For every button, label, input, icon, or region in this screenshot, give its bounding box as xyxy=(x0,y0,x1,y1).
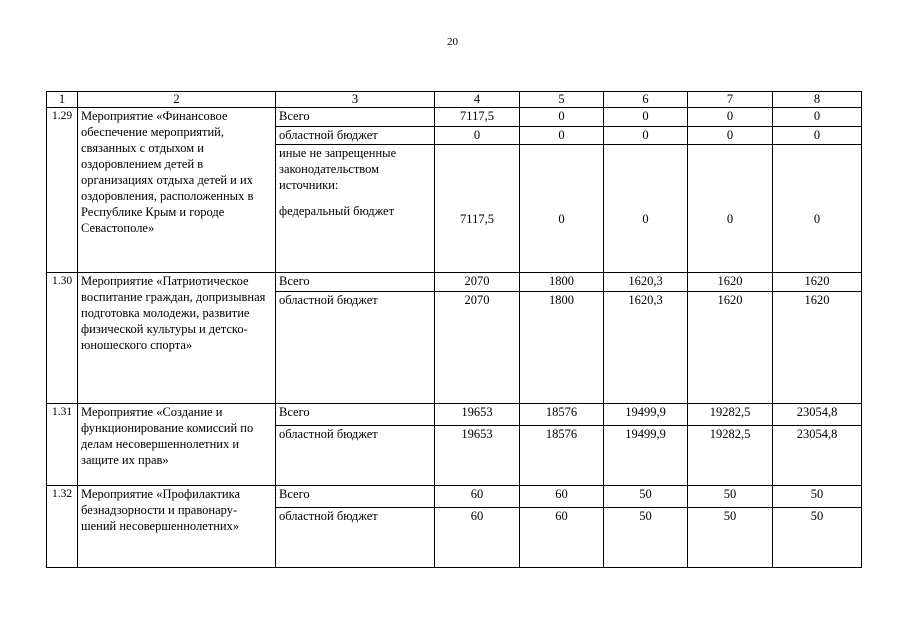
value-cell: 23054,8 xyxy=(773,404,862,426)
value-cell: 7117,5 xyxy=(435,108,520,127)
value-cell: 1800 xyxy=(520,273,604,292)
item-name: Мероприятие «Создание и функционирование комиссий по делам несовершеннолетних и защите их прав» xyxy=(78,404,276,486)
value-cell: 18576 xyxy=(520,426,604,486)
funding-source: областной бюджет xyxy=(276,508,435,568)
value-cell: 60 xyxy=(520,486,604,508)
funding-source: Всего xyxy=(276,108,435,127)
column-header: 5 xyxy=(520,92,604,108)
column-header: 2 xyxy=(78,92,276,108)
table-row xyxy=(47,486,862,508)
value-cell: 1620 xyxy=(773,273,862,292)
value-cell: 2070 xyxy=(435,292,520,404)
value-cell: 0 xyxy=(688,108,773,127)
value-cell: 0 xyxy=(520,108,604,127)
value-cell: 0 xyxy=(435,127,520,145)
value-cell: 0 xyxy=(773,127,862,145)
value-cell: 0 xyxy=(688,145,773,273)
value-cell: 50 xyxy=(773,508,862,568)
funding-source: Всего xyxy=(276,486,435,508)
item-name: Мероприятие «Профилактика безнадзорности и правонару-шений несовершеннолетних» xyxy=(78,486,276,568)
value-cell: 19499,9 xyxy=(604,426,688,486)
item-number: 1.31 xyxy=(47,404,78,486)
column-header: 3 xyxy=(276,92,435,108)
value-cell: 0 xyxy=(604,108,688,127)
value-cell: 50 xyxy=(773,486,862,508)
column-header: 7 xyxy=(688,92,773,108)
other-sources-label: иные не запрещенные законодательством источники: xyxy=(279,146,397,192)
value-cell: 50 xyxy=(604,486,688,508)
value-cell: 7117,5 xyxy=(435,145,520,273)
value-cell: 1620 xyxy=(773,292,862,404)
value-cell: 19653 xyxy=(435,404,520,426)
budget-table xyxy=(46,91,862,568)
value-cell: 0 xyxy=(773,145,862,273)
value-cell: 50 xyxy=(604,508,688,568)
value-cell: 50 xyxy=(688,486,773,508)
value-cell: 1620,3 xyxy=(604,292,688,404)
value-cell: 1620 xyxy=(688,273,773,292)
value-cell: 60 xyxy=(435,508,520,568)
value-cell: 19653 xyxy=(435,426,520,486)
item-name: Мероприятие «Патриотическое воспитание граждан, допризывная подготовка молодежи, развитие физической культуры и детско-юношеского спорта» xyxy=(78,273,276,404)
table-row xyxy=(47,404,862,426)
column-number-header-row xyxy=(47,92,862,108)
table-row xyxy=(47,108,862,127)
table-row xyxy=(47,273,862,292)
funding-source: областной бюджет xyxy=(276,292,435,404)
item-number: 1.32 xyxy=(47,486,78,568)
value-cell: 0 xyxy=(773,108,862,127)
column-header: 8 xyxy=(773,92,862,108)
funding-source: областной бюджет xyxy=(276,426,435,486)
funding-source: Всего xyxy=(276,273,435,292)
value-cell: 1800 xyxy=(520,292,604,404)
column-header: 1 xyxy=(47,92,78,108)
value-cell: 1620,3 xyxy=(604,273,688,292)
value-cell: 60 xyxy=(520,508,604,568)
value-cell: 0 xyxy=(604,127,688,145)
value-cell: 18576 xyxy=(520,404,604,426)
value-cell: 19499,9 xyxy=(604,404,688,426)
funding-source: Всего xyxy=(276,404,435,426)
funding-source-cell xyxy=(276,145,435,273)
value-cell: 19282,5 xyxy=(688,404,773,426)
funding-source: федеральный бюджет xyxy=(279,204,395,218)
value-cell: 2070 xyxy=(435,273,520,292)
item-number: 1.29 xyxy=(47,108,78,273)
page-number: 20 xyxy=(447,36,458,48)
value-cell: 23054,8 xyxy=(773,426,862,486)
value-cell: 0 xyxy=(604,145,688,273)
column-header: 4 xyxy=(435,92,520,108)
value-cell: 19282,5 xyxy=(688,426,773,486)
value-cell: 0 xyxy=(520,127,604,145)
column-header: 6 xyxy=(604,92,688,108)
value-cell: 1620 xyxy=(688,292,773,404)
funding-source: областной бюджет xyxy=(276,127,435,145)
value-cell: 50 xyxy=(688,508,773,568)
item-name: Мероприятие «Финансовое обеспечение мероприятий, связанных с отдыхом и оздоровлением детей в организациях отдыха детей и их оздоровления, расположенных в Республике Крым и городе Севастополе» xyxy=(78,108,276,273)
item-number: 1.30 xyxy=(47,273,78,404)
value-cell: 60 xyxy=(435,486,520,508)
value-cell: 0 xyxy=(520,145,604,273)
value-cell: 0 xyxy=(688,127,773,145)
